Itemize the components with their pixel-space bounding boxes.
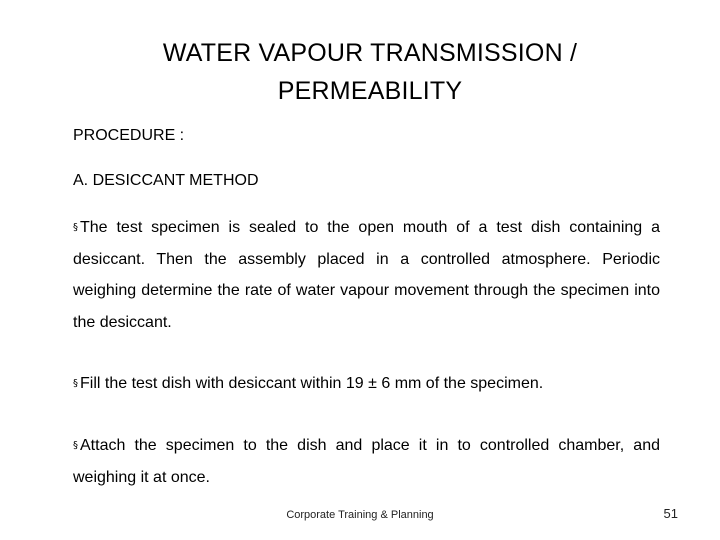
- paragraph-1: [73, 212, 660, 338]
- method-heading: A. DESICCANT METHOD: [73, 172, 259, 189]
- paragraph-2: [73, 368, 660, 400]
- footer-text: Corporate Training & Planning: [286, 509, 434, 521]
- bullet-icon: §: [73, 378, 78, 389]
- bullet-icon: §: [73, 440, 78, 451]
- paragraph-2-text: Fill the test dish with desiccant within 19 ± 6 mm of the specimen.: [80, 375, 544, 392]
- slide-title: [120, 34, 620, 110]
- page-number: 51: [663, 506, 678, 521]
- paragraph-1-text: The test specimen is sealed to the open mouth of a test dish containing a desiccant. Then the assembly placed in a controlled atmosphere. Periodic weighing determine the rate of water vapour movement through the specimen into the desiccant.: [73, 219, 660, 331]
- title-line-2: PERMEABILITY: [277, 77, 463, 105]
- paragraph-3-text: Attach the specimen to the dish and place it in to controlled chamber, and weighing it at once.: [73, 437, 660, 486]
- procedure-heading: PROCEDURE :: [73, 127, 185, 144]
- paragraph-3: [73, 430, 660, 493]
- title-line-1: WATER VAPOUR TRANSMISSION /: [162, 39, 578, 67]
- bullet-icon: §: [73, 222, 78, 233]
